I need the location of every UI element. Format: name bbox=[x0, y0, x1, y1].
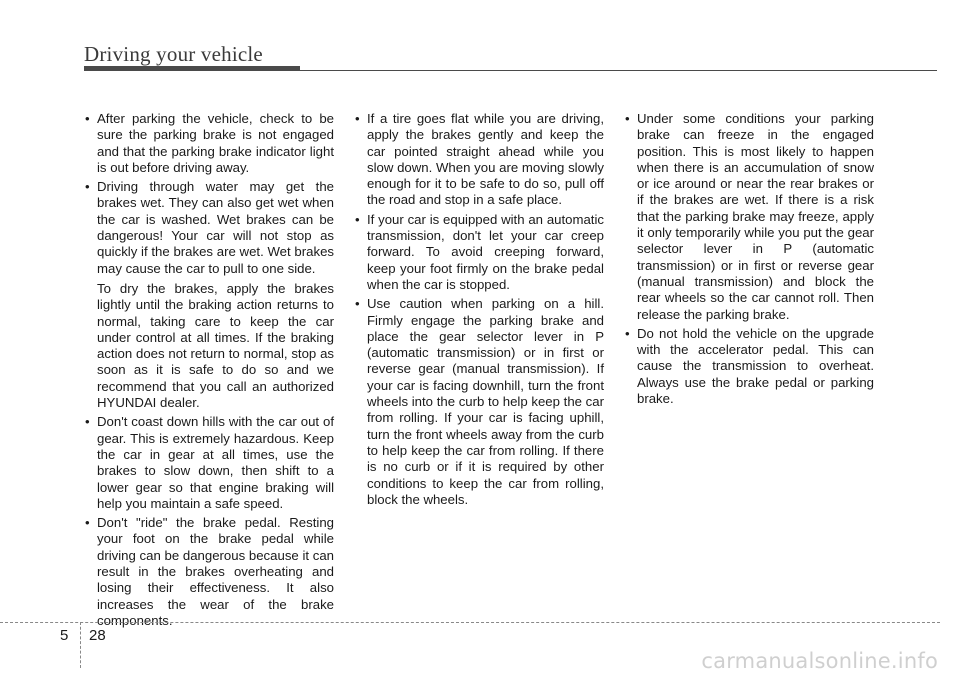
text-column-2 bbox=[354, 111, 604, 511]
header-accent-bar bbox=[84, 66, 300, 71]
list-item bbox=[624, 111, 874, 323]
list-item bbox=[84, 111, 334, 176]
bullet-list bbox=[84, 111, 334, 629]
watermark: carmanualsonline.info bbox=[701, 649, 938, 673]
section-number: 5 bbox=[60, 627, 69, 644]
list-item bbox=[354, 111, 604, 209]
header-rule bbox=[300, 70, 937, 71]
list-item-text: • If a tire goes flat while you are driving, apply the brakes gently and keep the car pointed straight ahead while you slow down. When you are moving slowly enough for it to be safe to do so, pull off the road and stop in a safe place. bbox=[367, 111, 604, 208]
footer-divider bbox=[80, 622, 81, 668]
text-column-3 bbox=[624, 111, 874, 410]
list-item bbox=[354, 212, 604, 293]
list-item bbox=[624, 326, 874, 407]
list-item bbox=[354, 296, 604, 508]
list-item bbox=[84, 179, 334, 411]
list-item-text: • Don't "ride" the brake pedal. Resting your foot on the brake pedal while driving can be dangerous because it can result in the brakes overheating and losing their effectiveness. It also increases the wear of the brake components. bbox=[97, 515, 334, 628]
list-item-text: • Do not hold the vehicle on the upgrade with the accelerator pedal. This can cause the transmission to overheat. Always use the brake pedal or parking brake. bbox=[637, 325, 874, 407]
list-item-text: • If your car is equipped with an automatic transmission, don't let your car creep forward. To avoid creeping forward, keep your foot firmly on the brake pedal when the car is stopped. bbox=[367, 211, 604, 292]
page-title: Driving your vehicle bbox=[84, 42, 263, 66]
bullet-list bbox=[354, 111, 604, 508]
list-item-text: • After parking the vehicle, check to be sure the parking brake is not engaged and that the parking brake indicator light is out before driving away. bbox=[97, 111, 334, 175]
bullet-list bbox=[624, 111, 874, 407]
list-item bbox=[84, 414, 334, 512]
list-item-continuation: To dry the brakes, apply the brakes lightly until the braking action returns to normal, taking care to keep the car under control at all times. If the braking action does not return to normal, stop as soon as it is safe to do so and we recommend that you call an authorized HYUNDAI dealer. bbox=[97, 280, 334, 411]
list-item-text: • Driving through water may get the brakes wet. They can also get wet when the car is washed. Wet brakes can be dangerous! Your car will not stop as quickly if the brakes are wet. Wet brakes may cause the car to pull to one side. bbox=[97, 179, 334, 276]
footer-rule bbox=[0, 622, 940, 623]
list-item-text: • Under some conditions your parking brake can freeze in the engaged position. This is most likely to happen when there is an accumulation of snow or ice around or near the rear brakes or if the brakes are wet. If there is a risk that the parking brake may freeze, apply it only temporarily while you put the gear selector lever in P (automatic transmission) or in first or reverse gear (manual transmission) and block the rear wheels so the car cannot roll. Then release the parking brake. bbox=[637, 111, 874, 322]
page-number: 28 bbox=[89, 627, 106, 644]
list-item-text: • Use caution when parking on a hill. Firmly engage the parking brake and place the gear selector lever in P (automatic transmission) or in first or reverse gear (manual transmission). If your car is facing downhill, turn the front wheels into the curb to help keep the car from rolling. If your car is facing uphill, turn the front wheels away from the curb to help keep the car from rolling. If there is no curb or if it is required by other conditions to keep the car from rolling, block the wheels. bbox=[367, 296, 604, 507]
list-item-text: • Don't coast down hills with the car out of gear. This is extremely hazardous. Keep the car in gear at all times, use the brakes to slow down, then shift to a lower gear so that engine braking will help you maintain a safe speed. bbox=[97, 414, 334, 511]
text-column-1 bbox=[84, 111, 334, 632]
list-item bbox=[84, 515, 334, 629]
